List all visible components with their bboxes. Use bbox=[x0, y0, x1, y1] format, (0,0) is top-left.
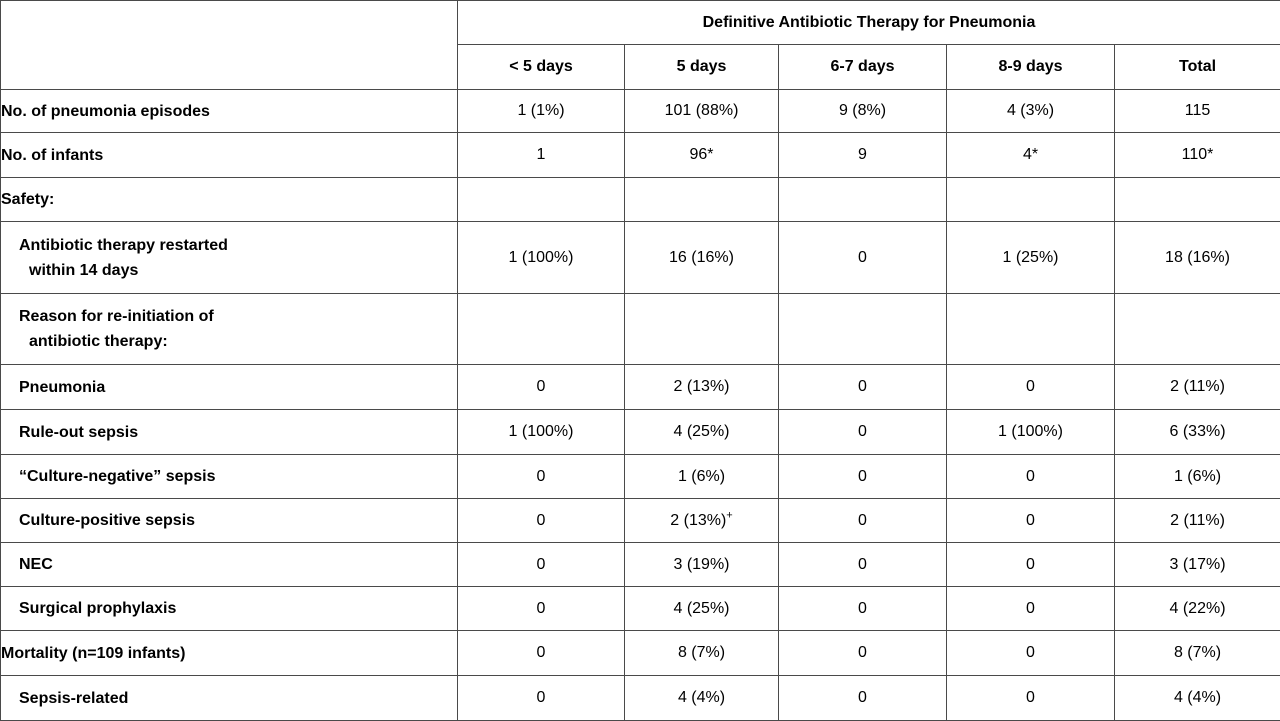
table-row bbox=[1, 499, 1280, 543]
table-cell: 4 (25%) bbox=[625, 410, 779, 455]
table-row bbox=[1, 178, 1280, 222]
table-cell: 0 bbox=[779, 543, 947, 587]
row-label: Sepsis-related bbox=[1, 676, 458, 721]
table-cell: 0 bbox=[458, 587, 625, 631]
table-row bbox=[1, 543, 1280, 587]
column-header-8-9-days: 8-9 days bbox=[947, 45, 1115, 90]
row-label-line-1: Reason for re-initiation of bbox=[19, 308, 214, 325]
table-cell: 115 bbox=[1115, 90, 1280, 133]
row-label-line-2: antibiotic therapy: bbox=[19, 329, 168, 354]
table-cell: 4 (22%) bbox=[1115, 587, 1280, 631]
table-row bbox=[1, 365, 1280, 410]
table-cell: 0 bbox=[947, 455, 1115, 499]
table-cell: 9 bbox=[779, 133, 947, 178]
row-label: No. of pneumonia episodes bbox=[1, 90, 458, 133]
table-row bbox=[1, 410, 1280, 455]
table-cell: 0 bbox=[779, 410, 947, 455]
table-cell: 0 bbox=[947, 587, 1115, 631]
table-cell: 3 (17%) bbox=[1115, 543, 1280, 587]
row-label-line-1: Antibiotic therapy restarted bbox=[19, 237, 228, 254]
row-label: No. of infants bbox=[1, 133, 458, 178]
row-label: Safety: bbox=[1, 178, 458, 222]
table-row bbox=[1, 631, 1280, 676]
table-cell bbox=[625, 178, 779, 222]
table-cell: 1 (25%) bbox=[947, 222, 1115, 294]
table-cell: 2 (11%) bbox=[1115, 499, 1280, 543]
table-cell bbox=[947, 178, 1115, 222]
table-cell: 4 (4%) bbox=[625, 676, 779, 721]
table-cell: 4* bbox=[947, 133, 1115, 178]
table-cell: 6 (33%) bbox=[1115, 410, 1280, 455]
table-cell bbox=[779, 294, 947, 365]
column-header-6-7-days: 6-7 days bbox=[779, 45, 947, 90]
table-cell: 4 (3%) bbox=[947, 90, 1115, 133]
row-label bbox=[1, 294, 458, 365]
table-cell: 0 bbox=[947, 676, 1115, 721]
table-cell bbox=[1115, 178, 1280, 222]
table-cell: 0 bbox=[779, 631, 947, 676]
table-cell bbox=[458, 294, 625, 365]
table-cell: 1 (100%) bbox=[458, 410, 625, 455]
column-header-less-than-5-days: < 5 days bbox=[458, 45, 625, 90]
footnote-mark: + bbox=[726, 509, 732, 521]
table-cell: 8 (7%) bbox=[625, 631, 779, 676]
row-label: “Culture-negative” sepsis bbox=[1, 455, 458, 499]
table-cell bbox=[625, 294, 779, 365]
table-cell: 4 (25%) bbox=[625, 587, 779, 631]
row-label: NEC bbox=[1, 543, 458, 587]
table-row bbox=[1, 455, 1280, 499]
table-cell: 0 bbox=[947, 543, 1115, 587]
table-cell: 1 (100%) bbox=[947, 410, 1115, 455]
table-cell: 2 (13%) bbox=[625, 365, 779, 410]
table-cell: 0 bbox=[779, 499, 947, 543]
corner-cell bbox=[1, 1, 458, 90]
table-cell bbox=[1115, 294, 1280, 365]
table-cell: 1 (100%) bbox=[458, 222, 625, 294]
table-cell: 0 bbox=[947, 365, 1115, 410]
column-header-total: Total bbox=[1115, 45, 1280, 90]
table-cell: 18 (16%) bbox=[1115, 222, 1280, 294]
table-cell bbox=[625, 499, 779, 543]
table-cell: 0 bbox=[779, 365, 947, 410]
table-cell: 16 (16%) bbox=[625, 222, 779, 294]
table-cell: 0 bbox=[458, 631, 625, 676]
table-cell bbox=[779, 178, 947, 222]
group-header: Definitive Antibiotic Therapy for Pneumonia bbox=[458, 1, 1280, 45]
table-cell bbox=[458, 178, 625, 222]
table-cell: 0 bbox=[458, 499, 625, 543]
table-row bbox=[1, 294, 1280, 365]
cell-value: 2 (13%) bbox=[670, 512, 726, 529]
table-cell: 0 bbox=[779, 587, 947, 631]
table-cell: 1 (1%) bbox=[458, 90, 625, 133]
table-cell: 0 bbox=[779, 676, 947, 721]
table-cell: 0 bbox=[947, 499, 1115, 543]
table-row bbox=[1, 90, 1280, 133]
table-cell: 101 (88%) bbox=[625, 90, 779, 133]
table-cell: 110* bbox=[1115, 133, 1280, 178]
table-cell: 8 (7%) bbox=[1115, 631, 1280, 676]
table-cell: 3 (19%) bbox=[625, 543, 779, 587]
table-cell: 96* bbox=[625, 133, 779, 178]
table-cell: 0 bbox=[947, 631, 1115, 676]
table-cell: 0 bbox=[458, 365, 625, 410]
table-cell: 0 bbox=[458, 455, 625, 499]
column-header-5-days: 5 days bbox=[625, 45, 779, 90]
table-row bbox=[1, 676, 1280, 721]
table-cell: 0 bbox=[458, 543, 625, 587]
row-label: Rule-out sepsis bbox=[1, 410, 458, 455]
table-row bbox=[1, 587, 1280, 631]
row-label bbox=[1, 222, 458, 294]
table-cell: 0 bbox=[779, 222, 947, 294]
table-cell bbox=[947, 294, 1115, 365]
row-label: Pneumonia bbox=[1, 365, 458, 410]
table-row bbox=[1, 222, 1280, 294]
table-cell: 0 bbox=[779, 455, 947, 499]
table-cell: 9 (8%) bbox=[779, 90, 947, 133]
table-cell: 1 (6%) bbox=[1115, 455, 1280, 499]
table-cell: 0 bbox=[458, 676, 625, 721]
row-label: Surgical prophylaxis bbox=[1, 587, 458, 631]
table-cell: 1 bbox=[458, 133, 625, 178]
row-label-line-2: within 14 days bbox=[19, 258, 138, 283]
row-label: Mortality (n=109 infants) bbox=[1, 631, 458, 676]
table-cell: 1 (6%) bbox=[625, 455, 779, 499]
table-cell: 2 (11%) bbox=[1115, 365, 1280, 410]
table-row bbox=[1, 133, 1280, 178]
row-label: Culture-positive sepsis bbox=[1, 499, 458, 543]
table-cell: 4 (4%) bbox=[1115, 676, 1280, 721]
